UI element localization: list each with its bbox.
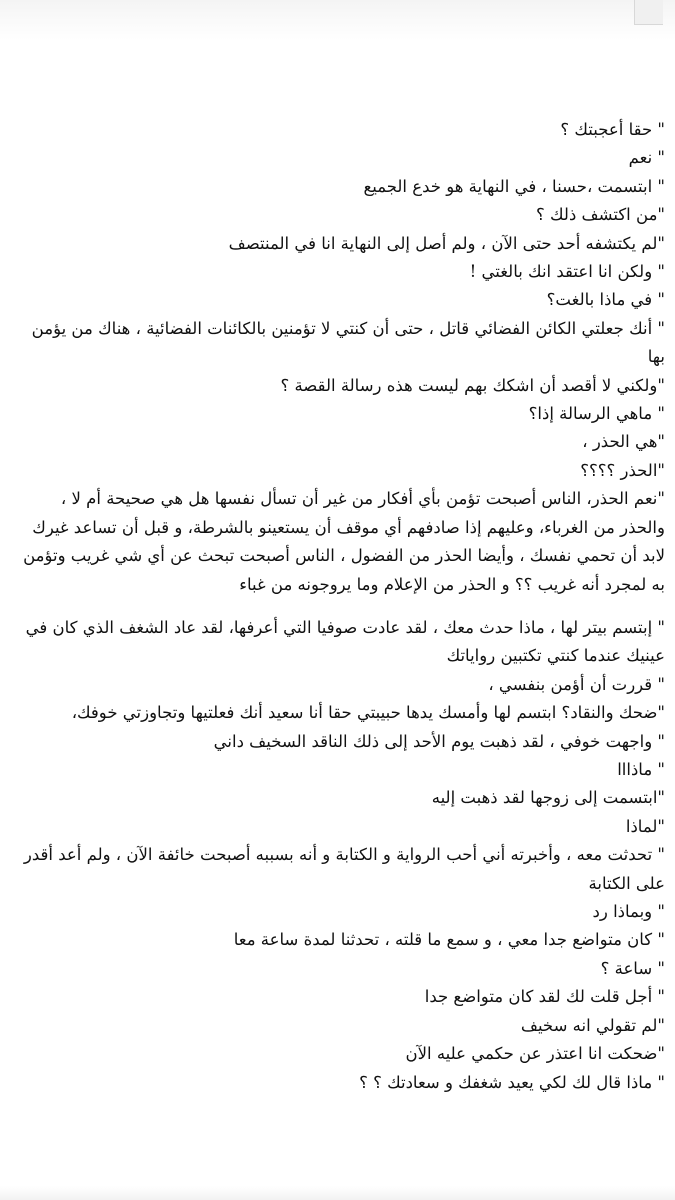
dialogue-line: " أجل قلت لك لقد كان متواضع جدا [424,987,665,1007]
dialogue-line: " حقا أعجبتك ؟ [560,120,665,139]
document-page [0,110,675,1190]
dialogue-line: " وبماذا رد [592,902,665,922]
dialogue-line: "نعم الحذر، الناس أصبحت تؤمن بأي أفكار من غير أن تسأل نفسها هل هي صحيحة أم لا ، والحذر من الغرباء، وعليهم إذا صادفهم أي موقف أن يستعينو بالشرطة، و قبل أن تساعد غيرك لابد أن تحمي نفسك ، وأيضا الحذر من الفضول ، الناس أصبحت تبحث عن أي شي غريب وتؤمن به لمجرد أنه غريب ؟؟ و الحذر من الإعلام وما يروجونه من غباء [23,489,665,594]
dialogue-line: "ضحك والنقاد؟ ابتسم لها وأمسك يدها حبيبتي حقا أنا سعيد أنك فعلتيها وتجاوزتي خوفك، [71,703,665,723]
dialogue-line: " كان متواضع جدا معي ، و سمع ما قلته ، تحدثنا لمدة ساعة معا [233,930,665,950]
dialogue-line: "لماذا [625,816,665,836]
bottom-shadow [0,1186,675,1200]
dialogue-line: " ماذا قال لك لكي يعيد شغفك و سعادتك ؟ ؟ [359,1072,665,1092]
dialogue-line: " ماذااا [617,760,665,780]
top-bar [0,0,675,40]
dialogue-line: " نعم [628,148,665,168]
dialogue-line: " إبتسم بيتر لها ، ماذا حدث معك ، لقد عادت صوفيا التي أعرفها، لقد عاد الشغف الذي كان في عينيك عندما كنتي تكتبين رواياتك [25,618,665,666]
dialogue-line: "ابتسمت إلى زوجها لقد ذهبت إليه [431,788,665,808]
dialogue-line: " تحدثت معه ، وأخبرته أني أحب الرواية و الكتابة و أنه بسببه أصبحت خائفة الآن ، ولم أعد أقدر على الكتابة [23,845,665,893]
dialogue-line: "من اكتشف ذلك ؟ [536,205,665,225]
dialogue-line: " ابتسمت ،حسنا ، في النهاية هو خدع الجميع [363,176,665,196]
dialogue-line: " ساعة ؟ [600,958,665,978]
dialogue-line: " واجهت خوفي ، لقد ذهبت يوم الأحد إلى ذلك الناقد السخيف داني [213,731,665,751]
dialogue-line: " ماهي الرسالة إذا؟ [528,404,665,424]
dialogue-line: "هي الحذر ، [582,432,665,452]
corner-mark [634,0,663,25]
dialogue-line: "ولكني لا أقصد أن اشكك بهم ليست هذه رسالة القصة ؟ [280,375,665,395]
dialogue-block-1 [12,116,665,599]
dialogue-line: " في ماذا بالغت؟ [546,290,665,310]
dialogue-line: "لم تقولي انه سخيف [520,1015,665,1035]
dialogue-line: "ضحكت انا اعتذر عن حكمي عليه الآن [405,1044,665,1064]
dialogue-line: " ولكن انا اعتقد انك بالغتي ! [469,262,665,282]
dialogue-line: " قررت أن أؤمن بنفسي ، [488,674,665,694]
dialogue-line: "لم يكتشفه أحد حتى الآن ، ولم أصل إلى النهاية انا في المنتصف [228,233,665,253]
dialogue-block-2 [12,614,665,1097]
dialogue-line: "الحذر ؟؟؟؟ [580,460,665,480]
dialogue-line: " أنك جعلتي الكائن الفضائي قاتل ، حتى أن كنتي لا تؤمنين بالكائنات الفضائية ، هناك من يؤمن بها [31,318,665,367]
